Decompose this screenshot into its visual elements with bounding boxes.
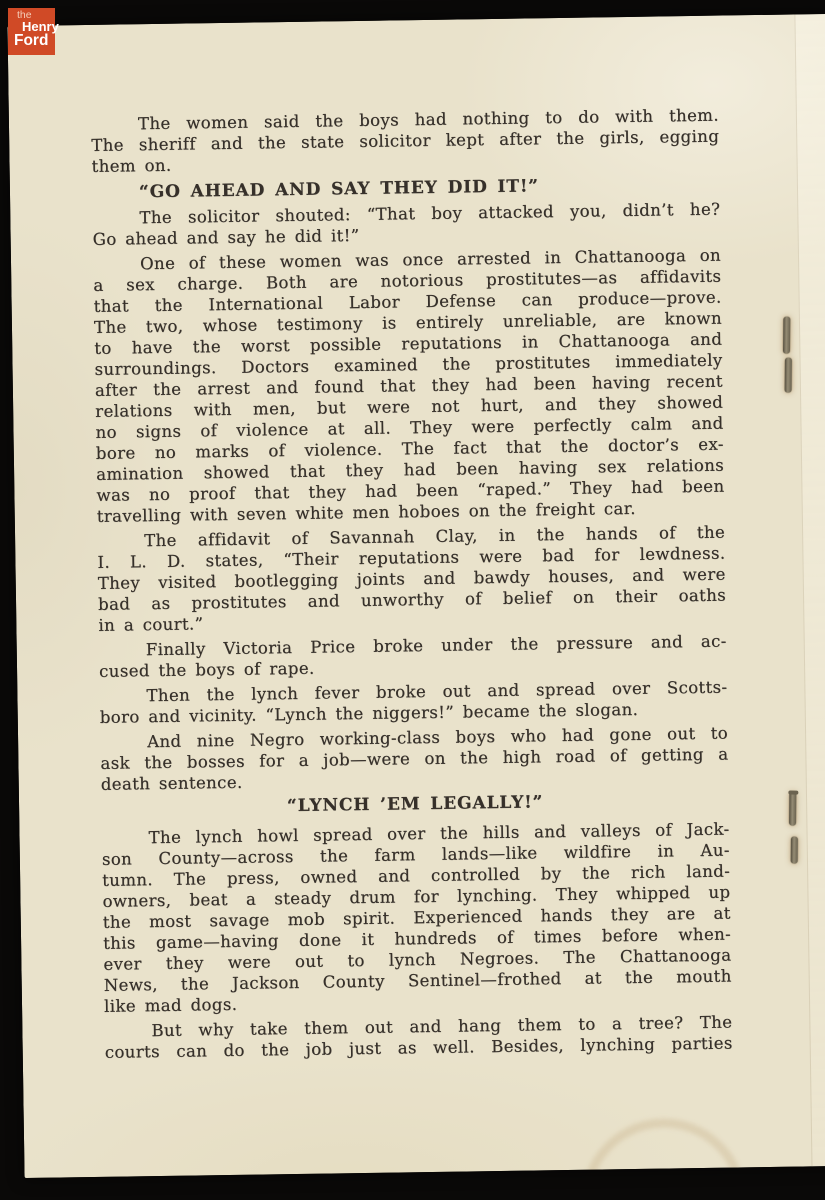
paragraph — [97, 522, 726, 636]
text-line: I. L. D. states, “Their reputations were bad for lewdness. — [97, 543, 726, 572]
text-line: like mad dogs. — [103, 994, 238, 1016]
text-line: ever they were out to lynch Negroes. The Chattanooga — [103, 945, 732, 974]
text-line: The solicitor shouted: “That boy attacked you, didn’t he? — [139, 199, 721, 228]
ring-stain — [580, 1117, 748, 1178]
text-line: ask the bosses for a job—were on the high road of getting a — [100, 744, 729, 773]
text-line: to have the worst possible reputations in Chattanooga and — [94, 329, 723, 358]
text-line: son County—across the farm lands—like wildfire in Au- — [101, 840, 730, 869]
text-line: tumn. The press, owned and controlled by the rich land- — [102, 861, 731, 890]
text-line: the most savage mob spirit. Experienced hands they are at — [102, 903, 731, 932]
text-line: surroundings. Doctors examined the prostitutes immediately — [94, 350, 723, 379]
text-line: no signs of violence at all. They were perfectly calm and — [95, 413, 724, 442]
text-line: Then the lynch fever broke out and spread over Scotts- — [146, 677, 728, 706]
paragraph — [99, 631, 728, 682]
text-line: cused the boys of rape. — [98, 658, 315, 681]
text-line: travelling with seven white men hoboes on the freight car. — [96, 498, 636, 526]
logo-text-henry: Henry — [22, 19, 59, 34]
text-line: a sex charge. Both are notorious prostitutes—as affidavits — [93, 266, 722, 295]
text-line: And nine Negro working-class boys who had gone out to — [146, 723, 729, 752]
text-line: that the International Labor Defense can produce—prove. — [93, 287, 722, 316]
text-line: in a court.” — [98, 614, 204, 635]
text-line: was no proof that they had been “raped.” They had been — [96, 476, 725, 505]
text-line: boro and vicinity. “Lynch the niggers!” became the slogan. — [99, 699, 639, 727]
paragraph — [92, 199, 721, 250]
text-line: death sentence. — [100, 772, 243, 794]
text-line: The affidavit of Savannah Clay, in the hands of the — [144, 522, 726, 551]
paragraph — [100, 723, 729, 795]
text-line: this game—having done it hundreds of times before when- — [102, 924, 732, 953]
text-line: them on. — [91, 155, 172, 176]
paragraph — [101, 819, 732, 1017]
text-line: One of these women was once arrested in Chattanooga on — [139, 245, 722, 274]
text-line: The lynch howl spread over the hills and valleys of Jack- — [148, 819, 730, 848]
text-line: owners, beat a steady drum for lynching. They whipped up — [102, 882, 731, 911]
text-line: bore no marks of violence. The fact that the doctor’s ex- — [95, 434, 724, 463]
text-line: Go ahead and say he did it!” — [92, 225, 360, 249]
paragraph — [99, 677, 728, 728]
text-line: The sheriff and the state solicitor kept after the girls, egging — [91, 126, 720, 155]
scanned-page — [8, 14, 825, 1178]
text-line: The women said the boys had nothing to do with them. — [137, 105, 720, 134]
section-heading: “LYNCH ’EM LEGALLY!” — [286, 792, 544, 817]
text-line: The two, whose testimony is entirely unreliable, are known — [93, 308, 723, 337]
section-heading: “GO AHEAD AND SAY THEY DID IT!” — [138, 176, 540, 203]
text-line: amination showed that they had been having sex relations — [96, 455, 725, 484]
henry-ford-logo — [8, 8, 59, 55]
staple-top-lower-leg — [785, 358, 792, 393]
staple-bottom-upper-leg — [789, 792, 796, 826]
text-line: courts can do the job just as well. Besides, lynching parties — [104, 1033, 733, 1062]
document-text — [91, 105, 733, 1067]
text-line: after the arrest and found that they had been having recent — [94, 371, 723, 400]
text-line: But why take them out and hang them to a tree? The — [151, 1012, 733, 1041]
text-line: bad as prostitutes and unworthy of belief on their oaths — [97, 585, 727, 614]
page-edge-crease — [794, 14, 825, 1166]
text-line: They visited bootlegging joints and bawdy houses, and were — [97, 564, 726, 593]
logo-text-the: the — [17, 9, 32, 21]
text-line: relations with men, but were not hurt, and they showed — [95, 392, 724, 421]
paragraph — [91, 105, 720, 177]
paragraph — [93, 245, 725, 527]
staple-top-upper-leg — [783, 317, 790, 354]
text-line: Finally Victoria Price broke under the pressure and ac- — [145, 631, 727, 660]
paragraph — [104, 1012, 733, 1063]
logo-text-ford: Ford — [14, 32, 49, 49]
text-line: News, the Jackson County Sentinel—frothed at the mouth — [103, 966, 732, 995]
staple-bottom-lower-leg — [791, 837, 798, 864]
